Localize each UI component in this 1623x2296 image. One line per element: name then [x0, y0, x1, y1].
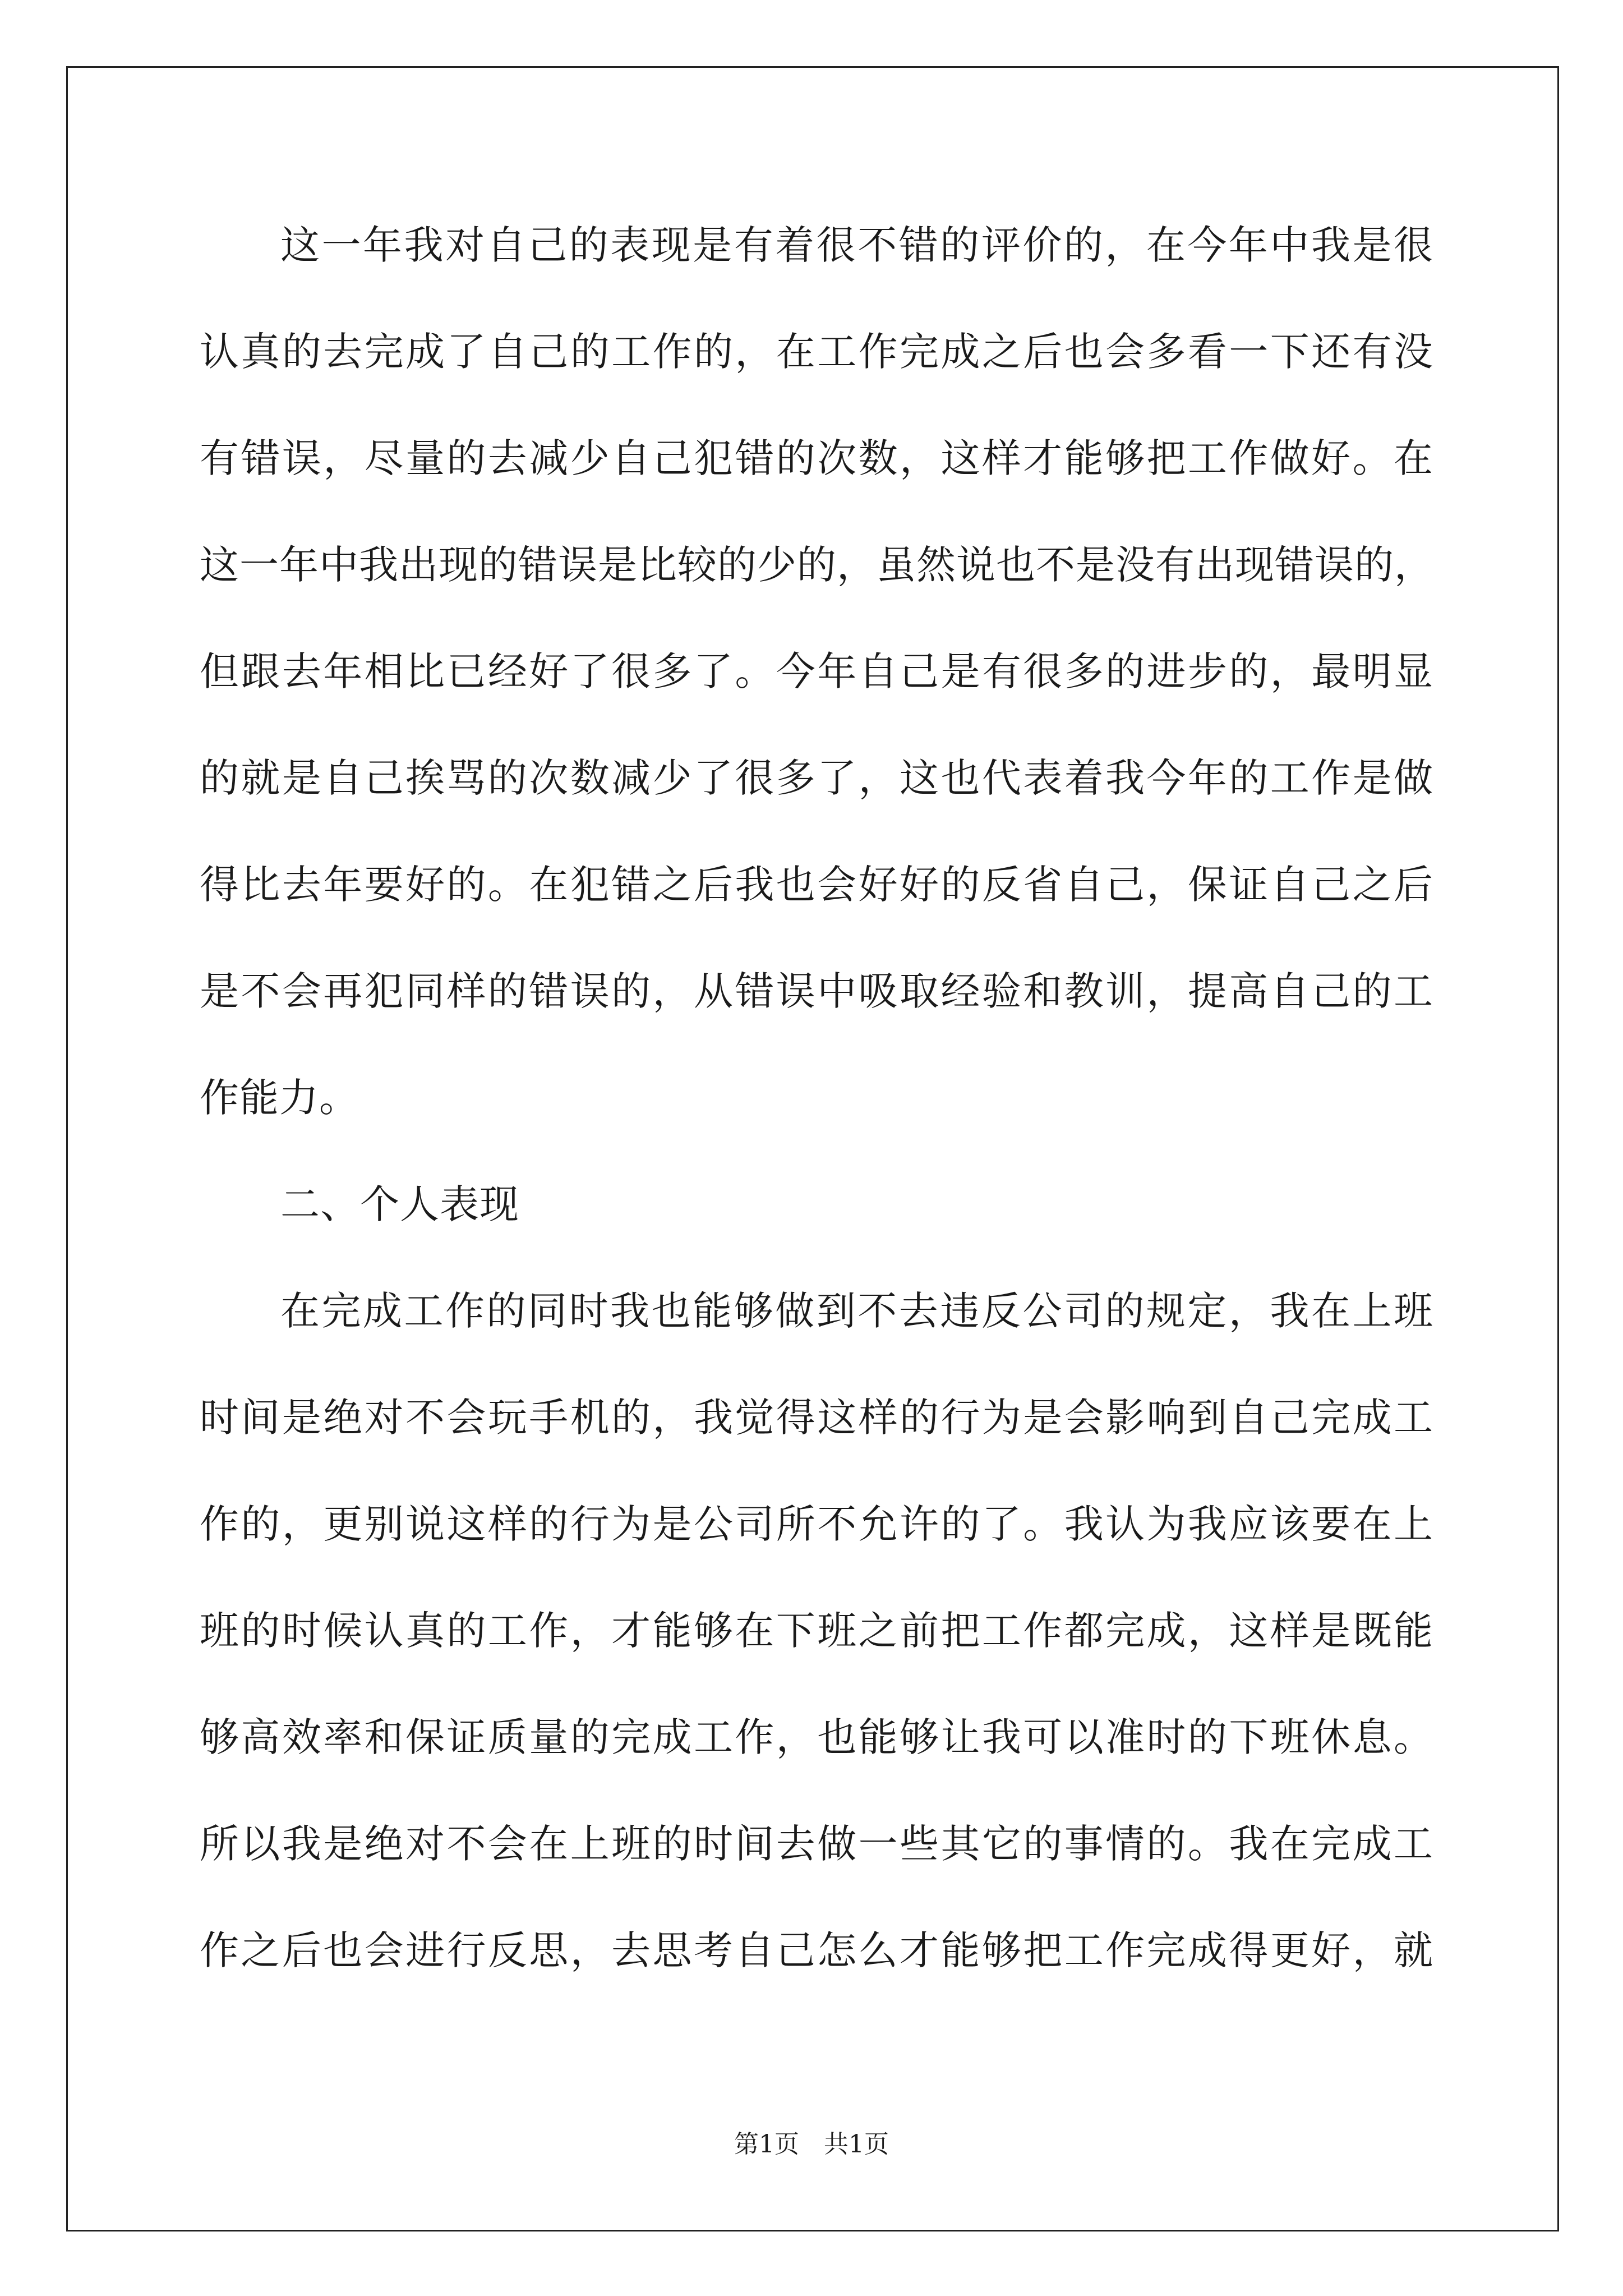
paragraph-line: 作之后也会进行反思，去思考自己怎么才能够把工作完成得更好，就 [200, 1927, 1433, 1973]
paragraph-line: 够高效率和保证质量的完成工作，也能够让我可以准时的下班休息。 [200, 1714, 1433, 1760]
paragraph-line: 的就是自己挨骂的次数减少了很多了，这也代表着我今年的工作是做 [200, 755, 1433, 801]
paragraph-line: 是不会再犯同样的错误的，从错误中吸取经验和教训，提高自己的工 [200, 968, 1433, 1014]
paragraph-line: 但跟去年相比已经好了很多了。今年自己是有很多的进步的，最明显 [200, 648, 1433, 694]
paragraph-line: 这一年中我出现的错误是比较的少的，虽然说也不是没有出现错误的， [200, 542, 1434, 588]
paragraph-line: 在完成工作的同时我也能够做到不去违反公司的规定，我在上班 [280, 1288, 1433, 1334]
paragraph-line: 作能力。 [200, 1075, 359, 1121]
page-border [66, 66, 1559, 2231]
paragraph-line: 这一年我对自己的表现是有着很不错的评价的，在今年中我是很 [280, 222, 1433, 268]
page-number-footer: 第1页 共1页 [734, 2130, 889, 2159]
section-heading: 二、个人表现 [280, 1181, 519, 1227]
paragraph-line: 所以我是绝对不会在上班的时间去做一些其它的事情的。我在完成工 [200, 1821, 1433, 1867]
paragraph-line: 认真的去完成了自己的工作的，在工作完成之后也会多看一下还有没 [200, 329, 1433, 375]
paragraph-line: 班的时候认真的工作，才能够在下班之前把工作都完成，这样是既能 [200, 1608, 1433, 1654]
paragraph-line: 时间是绝对不会玩手机的，我觉得这样的行为是会影响到自己完成工 [200, 1395, 1433, 1441]
paragraph-line: 得比去年要好的。在犯错之后我也会好好的反省自己，保证自己之后 [200, 862, 1433, 908]
paragraph-line: 作的，更别说这样的行为是公司所不允许的了。我认为我应该要在上 [200, 1501, 1433, 1547]
paragraph-line: 有错误，尽量的去减少自己犯错的次数，这样才能够把工作做好。在 [200, 435, 1433, 481]
